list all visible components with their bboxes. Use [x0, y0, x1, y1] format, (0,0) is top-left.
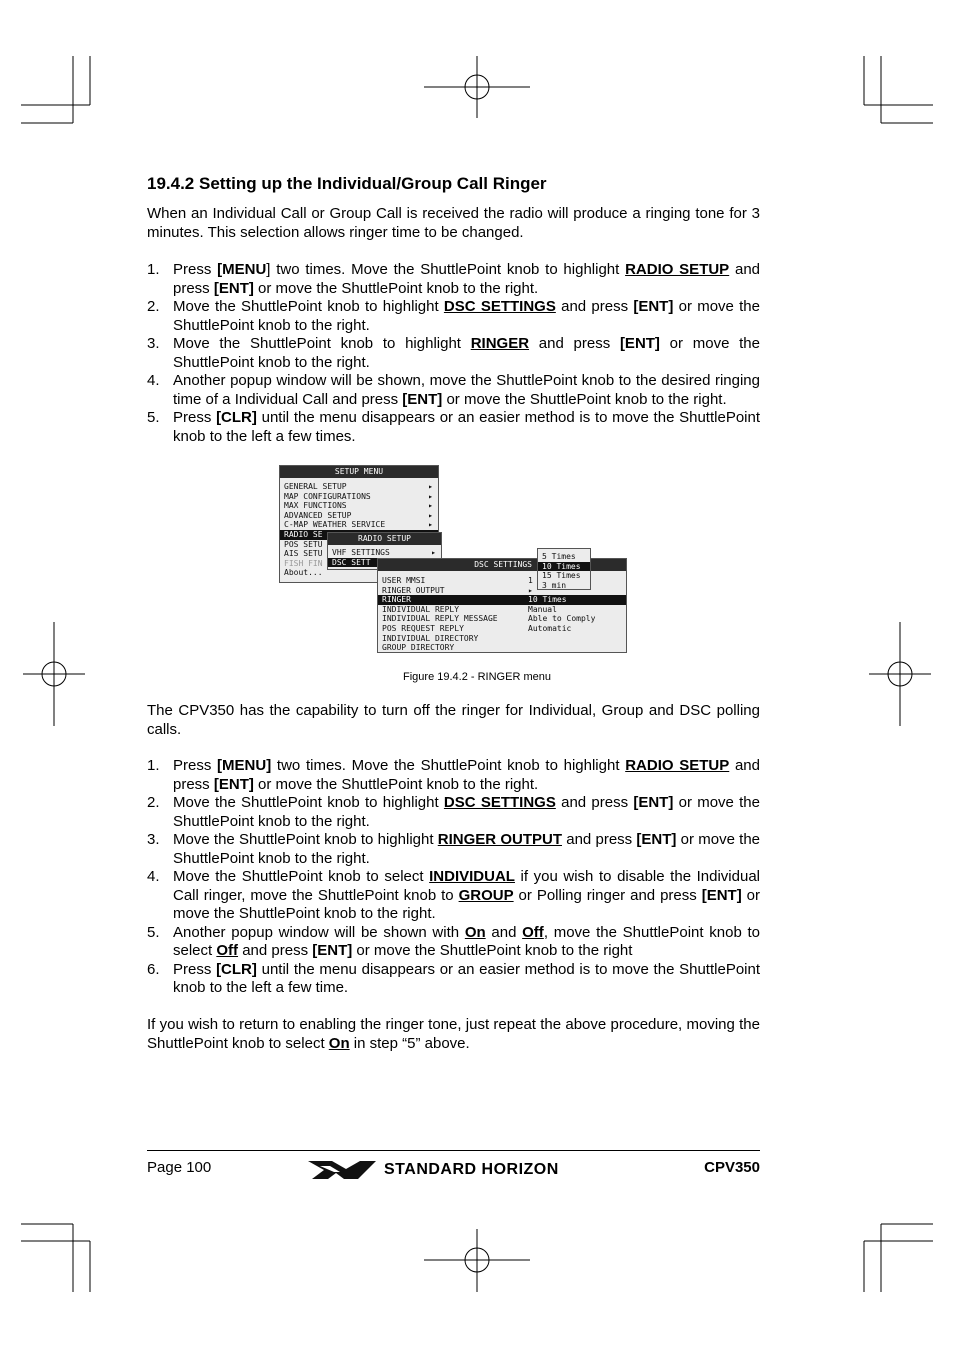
text-run: Press: [173, 960, 217, 978]
menu-row-label: INDIVIDUAL DIRECTORY: [382, 633, 479, 643]
menu-row-label: 5 Times: [542, 552, 576, 561]
step-number: 5.: [147, 923, 160, 941]
page-number: Page 100: [147, 1159, 212, 1176]
menu-row-label: RINGER OUTPUT: [382, 585, 445, 595]
text-run: Press: [173, 409, 217, 426]
key-reference: [ENT]: [633, 794, 674, 811]
step-item: [147, 961, 760, 998]
menu-row: [378, 634, 626, 644]
text-run: Move the ShuttlePoint knob to select: [173, 868, 430, 885]
menu-row-label: RADIO SE: [284, 529, 323, 539]
menu-item-reference: RADIO SETUP: [625, 261, 730, 278]
text-run: Press: [173, 757, 218, 774]
text-run: and press: [173, 261, 761, 297]
text-run: or move the ShuttlePoint knob to the right.: [173, 794, 760, 830]
text-run: or move the ShuttlePoint knob to the right.: [442, 390, 727, 408]
ringer-menu-figure: [279, 465, 629, 655]
radio-setup-title: RADIO SETUP: [328, 533, 441, 545]
ringer-time-steps: [147, 261, 760, 446]
menu-row-label: POS SETU: [284, 539, 323, 549]
text-run: two times. Move the ShuttlePoint knob to highlight: [271, 757, 626, 774]
menu-row-label: RINGER: [382, 595, 411, 605]
text-run: or move the ShuttlePoint knob to the right.: [173, 831, 760, 867]
step-number: 2.: [147, 298, 160, 315]
setup-menu-title: SETUP MENU: [280, 466, 438, 478]
closing-paragraph: [147, 1015, 760, 1053]
key-reference: [ENT]: [402, 390, 443, 408]
menu-row-value: 10 Times: [528, 595, 567, 605]
text-run: and press: [555, 298, 634, 315]
text-run: Move the ShuttlePoint knob to highlight: [173, 335, 471, 352]
ringer-off-intro: The CPV350 has the capability to turn off the ringer for Individual, Group and DSC polling calls.: [147, 702, 760, 738]
key-reference: [CLR]: [216, 409, 257, 426]
text-run: Another popup window will be shown with: [173, 923, 465, 941]
text-run: and press: [529, 335, 620, 352]
menu-row-label: VHF SETTINGS: [332, 548, 390, 557]
menu-row-label: GENERAL SETUP: [284, 482, 347, 491]
menu-row-label: MAP CONFIGURATIONS: [284, 491, 371, 501]
key-reference: [ENT]: [213, 775, 254, 793]
text-run: or move the ShuttlePoint knob to the right.: [253, 775, 539, 793]
brand-logo: [306, 1158, 606, 1184]
menu-row: [538, 571, 590, 581]
submenu-arrow-icon: ▸: [431, 548, 436, 557]
menu-row-value: ▸: [528, 585, 533, 595]
text-run: or Polling ringer and press: [513, 886, 702, 904]
text-run: and press: [562, 831, 637, 848]
menu-row-label: ADVANCED SETUP: [284, 510, 352, 520]
key-reference: [MENU: [217, 261, 267, 278]
step-item: [147, 261, 760, 298]
step-number: 4.: [147, 372, 160, 389]
key-reference: [ENT]: [701, 886, 742, 904]
step-item: [147, 757, 760, 794]
intro-paragraph: When an Individual Call or Group Call is received the radio will produce a ringing tone for 3 minutes. This selection allows ringer time to be changed.: [147, 205, 760, 241]
menu-item-reference: Off: [216, 942, 239, 959]
menu-row-value: Able to Comply: [528, 614, 596, 624]
menu-row: [328, 548, 441, 558]
step-number: 1.: [147, 261, 160, 278]
step-item: [147, 409, 760, 446]
key-reference: [ENT]: [312, 942, 353, 959]
menu-row: [280, 511, 438, 521]
menu-row: [280, 520, 438, 530]
text-run: or move the ShuttlePoint knob to the right: [352, 942, 633, 959]
menu-item-reference: GROUP: [458, 886, 514, 904]
text-run: Move the ShuttlePoint knob to highlight: [173, 794, 444, 811]
menu-row-label: About...: [284, 568, 323, 578]
submenu-arrow-icon: ▸: [428, 510, 433, 520]
figure-caption: Figure 19.4.2 - RINGER menu: [403, 671, 551, 683]
text-run: Press: [173, 261, 218, 278]
step-item: [147, 794, 760, 831]
text-run: and press: [173, 757, 760, 793]
key-reference: [ENT]: [619, 335, 660, 352]
text-run: and press: [238, 942, 313, 959]
menu-item-reference: RINGER OUTPUT: [437, 831, 562, 848]
key-reference: [ENT]: [636, 831, 677, 848]
step-number: 2.: [147, 794, 160, 811]
dsc-settings-title: DSC SETTINGS: [378, 559, 626, 571]
step-number: 5.: [147, 409, 160, 426]
menu-row: [378, 614, 626, 624]
ringer-off-steps: [147, 757, 760, 998]
menu-row: [378, 605, 626, 615]
submenu-arrow-icon: ▸: [428, 482, 433, 491]
text-run: , move the ShuttlePoint knob to select: [173, 923, 761, 959]
text-run: If you wish to return to enabling the ringer tone, just repeat the above procedure, moving the ShuttlePoint knob to select: [147, 1016, 760, 1052]
menu-row: [280, 482, 438, 492]
text-run: until the menu disappears or an easier method is to move the ShuttlePoint knob to the left a few time.: [173, 960, 761, 996]
key-reference: [ENT]: [213, 279, 254, 297]
menu-row-label: FISH FIN: [284, 558, 323, 568]
menu-item-reference: On: [328, 1035, 350, 1052]
text-run: and press: [555, 794, 634, 811]
menu-item-reference: DSC SETTINGS: [443, 298, 556, 315]
step-item: [147, 924, 760, 961]
step-number: 1.: [147, 757, 160, 774]
menu-item-reference: RADIO SETUP: [625, 757, 730, 774]
menu-row-label: C-MAP WEATHER SERVICE: [284, 520, 386, 530]
menu-item-reference: On: [464, 923, 486, 941]
text-run: or move the ShuttlePoint knob to the right.: [253, 279, 539, 297]
menu-row: [538, 562, 590, 572]
brand-mark-icon: [306, 1158, 378, 1182]
step-number: 3.: [147, 335, 160, 352]
submenu-arrow-icon: ▸: [428, 501, 433, 511]
menu-row-label: USER MMSI: [382, 576, 426, 585]
menu-row: [280, 501, 438, 511]
brand-name: STANDARD HORIZON: [384, 1161, 559, 1178]
model-name: CPV350: [704, 1159, 760, 1176]
step-number: 6.: [147, 960, 160, 978]
menu-row: [378, 595, 626, 605]
section-heading: 19.4.2 Setting up the Individual/Group Call Ringer: [147, 174, 547, 193]
menu-row: [280, 492, 438, 502]
step-item: [147, 335, 760, 372]
text-run: or move the ShuttlePoint knob to the right.: [173, 886, 760, 922]
step-item: [147, 868, 760, 924]
text-run: ] two times. Move the ShuttlePoint knob to highlight: [266, 261, 626, 278]
step-item: [147, 831, 760, 868]
key-reference: [CLR]: [216, 960, 257, 978]
text-run: if you wish to disable the Individual Call ringer, move the ShuttlePoint knob to: [173, 868, 760, 904]
menu-row-label: INDIVIDUAL REPLY MESSAGE: [382, 614, 498, 624]
menu-row: [378, 643, 626, 653]
menu-item-reference: Off: [522, 923, 544, 941]
text-run: until the menu disappears or an easier method is to move the ShuttlePoint knob to the left a few times.: [173, 409, 761, 445]
menu-row-label: 10 Times: [542, 561, 581, 571]
menu-row: [378, 624, 626, 634]
menu-row-label: DSC SETT: [332, 557, 371, 567]
menu-row-value: 1: [528, 576, 533, 585]
menu-row-label: AIS SETU: [284, 549, 323, 559]
menu-item-reference: RINGER: [470, 335, 530, 352]
text-run: or move the ShuttlePoint knob to the right.: [173, 298, 760, 334]
ringer-times-popup: [537, 548, 591, 590]
menu-row-label: MAX FUNCTIONS: [284, 501, 347, 511]
menu-row-label: POS REQUEST REPLY: [382, 623, 464, 633]
step-item: [147, 372, 760, 409]
step-item: [147, 298, 760, 335]
menu-row-value: Manual: [528, 604, 557, 614]
step-number: 3.: [147, 831, 160, 848]
menu-row-label: 15 Times: [542, 571, 581, 581]
menu-row-label: INDIVIDUAL REPLY: [382, 604, 460, 614]
menu-row: [538, 552, 590, 562]
text-run: Move the ShuttlePoint knob to highlight: [173, 831, 438, 848]
menu-row-label: GROUP DIRECTORY: [382, 643, 455, 653]
menu-row: [538, 581, 590, 591]
menu-item-reference: INDIVIDUAL: [429, 868, 515, 885]
menu-row-value: Automatic: [528, 623, 572, 633]
text-run: Move the ShuttlePoint knob to highlight: [173, 298, 444, 315]
step-number: 4.: [147, 868, 160, 885]
key-reference: [ENT]: [633, 298, 674, 315]
ringer-times-list: [538, 552, 590, 590]
footer-rule: [147, 1150, 760, 1151]
text-run: in step “5” above.: [349, 1035, 470, 1052]
text-run: Another popup window will be shown, move the ShuttlePoint knob to the desired ringing time of a Individual Call and press: [173, 372, 760, 408]
submenu-arrow-icon: ▸: [428, 520, 433, 530]
menu-row-label: 3 min: [542, 580, 567, 590]
text-run: and: [485, 923, 523, 941]
key-reference: [MENU]: [217, 757, 272, 774]
submenu-arrow-icon: ▸: [428, 491, 433, 501]
menu-item-reference: DSC SETTINGS: [443, 794, 556, 811]
text-run: or move the ShuttlePoint knob to the right.: [173, 335, 760, 371]
